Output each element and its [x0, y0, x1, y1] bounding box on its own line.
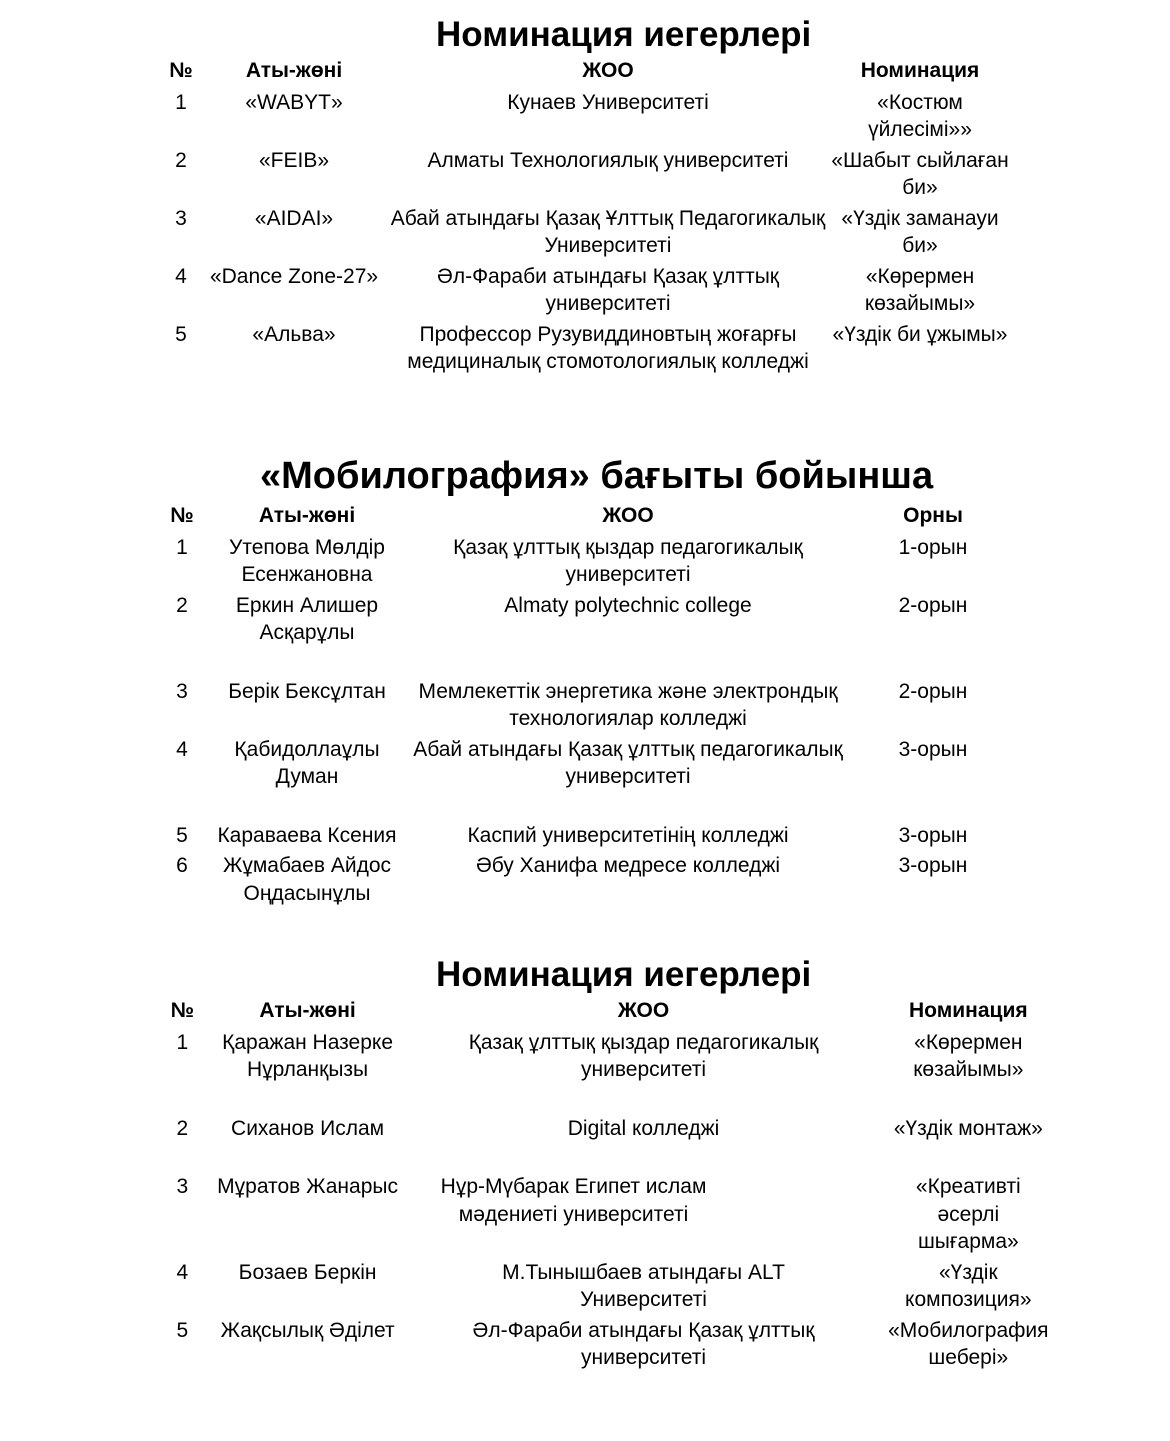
table-row: [162, 852, 1022, 910]
row-nomination: «Креативті әсерлі шығарма»: [915, 1175, 1021, 1253]
row-university: Digital колледжі: [567, 1116, 720, 1140]
row-place: 3-орын: [898, 854, 968, 877]
row-nomination: «Көрермен көзайымы»: [913, 1030, 1024, 1081]
table-row: [162, 1317, 1062, 1375]
header-nomination: Номинация: [909, 999, 1028, 1022]
row-number: 2: [176, 593, 188, 617]
header-number: №: [170, 504, 194, 527]
table-row: [162, 534, 1022, 592]
row-nomination: «Көрермен көзайымы»: [864, 264, 976, 315]
header-place: Орны: [903, 504, 963, 527]
row-nomination: «Үздік монтаж»: [893, 1116, 1043, 1140]
table-row: [162, 1115, 1062, 1174]
row-name: Жұмабаев Айдос Оңдасынұлы: [222, 854, 392, 905]
row-name: «Dance Zone-27»: [209, 264, 379, 288]
row-name: Утепова Мөлдір Есенжановна: [229, 535, 385, 586]
section-title: «Мобилография» бағыты бойынша: [260, 455, 934, 497]
row-number: 3: [176, 679, 188, 703]
header-number: №: [169, 59, 193, 82]
table-header-row: [162, 57, 1012, 89]
row-number: 2: [176, 1116, 189, 1140]
row-nomination: «Мобилография шебері»: [888, 1318, 1049, 1369]
row-number: 2: [175, 148, 187, 172]
header-university: ЖОО: [602, 504, 654, 527]
table-row: [162, 89, 1012, 147]
row-place: 3-орын: [898, 823, 968, 847]
row-university: Каспий университетінің колледжі: [467, 823, 789, 847]
row-number: 5: [175, 322, 187, 346]
row-university: Кунаев Университеті: [507, 90, 709, 114]
row-number: 1: [176, 1030, 189, 1054]
nomination-table: [162, 997, 1062, 1375]
row-university: Әл-Фараби атындағы Қазақ ұлттық университеті: [437, 264, 779, 315]
table-header-row: [162, 502, 1022, 534]
row-university: Almaty polytechnic college: [504, 593, 752, 617]
row-name: «Альва»: [252, 322, 336, 346]
mobilography-table: [162, 502, 1022, 910]
winners-table: [162, 57, 1012, 379]
header-name: Аты-жөні: [258, 504, 356, 527]
table-header-row: [162, 997, 1062, 1029]
row-name: Караваева Ксения: [217, 823, 397, 847]
header-university: ЖОО: [617, 999, 670, 1022]
row-university: Профессор Рузувиддиновтың жоғарғы медициналық стомотологиялық колледжі: [407, 322, 809, 373]
row-place: 1-орын: [898, 535, 968, 559]
header-university: ЖОО: [582, 59, 634, 82]
row-university: Әл-Фараби атындағы Қазақ ұлттық университеті: [472, 1318, 815, 1369]
row-name: Қабидоллаұлы Думан: [234, 737, 380, 788]
row-number: 4: [176, 737, 188, 761]
row-name: «AIDAI»: [254, 206, 334, 230]
row-nomination: «Шабыт сыйлаған би»: [831, 148, 1009, 199]
header-nomination: Номинация: [860, 59, 980, 82]
row-number: 5: [176, 823, 188, 847]
row-number: 4: [175, 264, 187, 288]
table-row: [162, 678, 1022, 736]
row-nomination: «Үздік би ұжымы»: [832, 322, 1008, 346]
row-university: Әбу Ханифа медресе колледжі: [475, 854, 781, 877]
row-name: Қаражан Назерке Нұрланқызы: [222, 1030, 394, 1081]
table-row: [162, 592, 1022, 678]
table-row: [162, 822, 1022, 853]
header-name: Аты-жөні: [259, 999, 356, 1022]
row-number: 3: [176, 1175, 189, 1198]
row-place: 2-орын: [898, 593, 968, 617]
table-row: [162, 1259, 1062, 1317]
table-row: [162, 736, 1022, 822]
row-number: 1: [176, 535, 188, 559]
row-university: Алматы Технологиялық университеті: [427, 148, 789, 172]
table-row: [162, 321, 1012, 379]
row-name: Еркин Алишер Асқарұлы: [235, 593, 379, 644]
row-name: Жақсылық Әділет: [220, 1318, 395, 1342]
row-number: 1: [175, 90, 187, 114]
table-row: [162, 1029, 1062, 1115]
row-name: «WABYT»: [245, 90, 343, 114]
section-title: Номинация иегерлері: [436, 955, 812, 994]
row-university: Абай атындағы Қазақ ұлттық педагогикалық университеті: [413, 737, 843, 788]
row-name: Бозаев Беркін: [238, 1260, 377, 1284]
row-number: 4: [176, 1260, 189, 1284]
row-name: Берік Бексұлтан: [228, 679, 386, 703]
row-name: Сиханов Ислам: [231, 1116, 385, 1140]
table-row: [162, 263, 1012, 321]
row-name: «FEIB»: [258, 148, 330, 172]
row-number: 5: [176, 1318, 189, 1342]
row-place: 3-орын: [898, 737, 968, 761]
header-name: Аты-жөні: [245, 59, 343, 82]
row-university: Қазақ ұлттық қыздар педагогикалық университеті: [468, 1030, 819, 1081]
row-number: 3: [175, 206, 187, 230]
table-row: [162, 1173, 1062, 1259]
row-university: М.Тынышбаев атындағы ALT Университеті: [502, 1260, 785, 1311]
row-university: Мемлекеттік энергетика және электрондық технологиялар колледжі: [418, 679, 838, 730]
table-row: [162, 205, 1012, 263]
section-title: Номинация иегерлері: [436, 15, 812, 54]
header-number: №: [170, 999, 195, 1022]
row-name: Мұратов Жанарыс: [217, 1175, 398, 1198]
row-university: Абай атындағы Қазақ Ұлттық Педагогикалық Университеті: [390, 206, 826, 257]
row-nomination: «Үздік заманауи би»: [841, 206, 999, 257]
table-row: [162, 147, 1012, 205]
row-number: 6: [176, 854, 188, 877]
row-nomination: «Костюм үйлесімі»»: [868, 90, 972, 141]
row-university: Нұр-Мүбарак Египет ислам мәдениеті университеті: [440, 1175, 707, 1226]
row-university: Қазақ ұлттық қыздар педагогикалық университеті: [453, 535, 803, 586]
row-place: 2-орын: [898, 679, 968, 703]
row-nomination: «Үздік композиция»: [905, 1260, 1032, 1311]
